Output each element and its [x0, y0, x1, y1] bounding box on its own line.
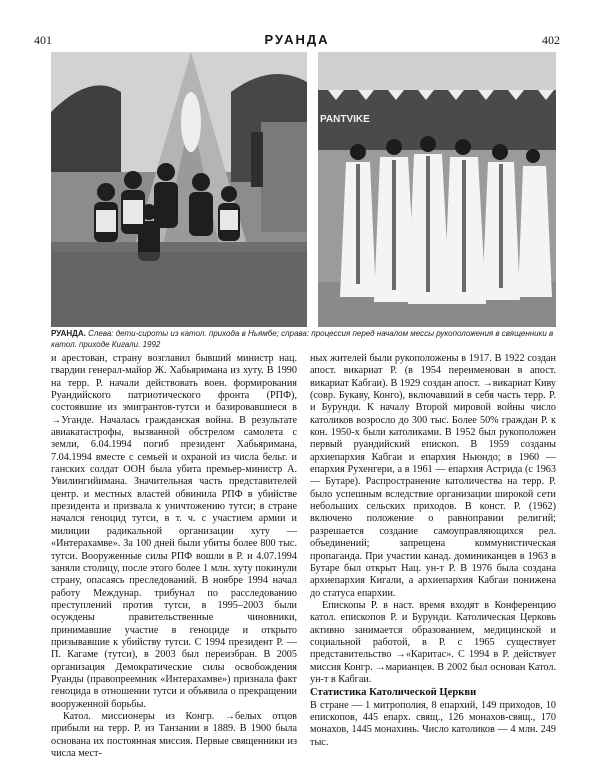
- sign-text: PANTVIKE: [320, 114, 370, 125]
- running-title: РУАНДА: [264, 32, 330, 47]
- statistics-heading: Статистика Католической Церкви: [310, 687, 477, 699]
- photo-ordination-procession-illustration: [318, 52, 556, 327]
- right-paragraph-2: Епископы Р. в наст. время входят в Конференцию катол. епископов Р. и Бурунди. Католическая Церковь активно занимается образованием, медицинской и социальной работой, в Р. с 1965 существует представительство →«Каритас». С 1994 в Р. действует миссия Конгр. →марианцев. В 2002 был основан Катол. ун-т в Кабгаи.: [310, 599, 556, 685]
- left-paragraph-1: и арестован, страну возглавил бывший министр нац. гвардии генерал-майор Ж. Хабьяримана из хуту. В 1990 на терр. Р. начали действовать воен. формирования Руандийского патриотического фронта (РПФ), состоявшие из эмигрантов-тутси и базировавшиеся в →Уганде. Началась гражданская война. В результате авиакатастрофы, вызванной обстрелом самолета с земли, 6.04.1994 погиб президент Хабьяримана, 7.04.1994 вместе с семьей и охраной из числа бельг. и ганских солдат ООН была убита премьер-министр А. Увилингийимана. Значительная часть представителей центр. и местных властей обвинила РПФ в убийстве президента и призвала к уничтожению тутси; в стране начался геноцид тутси, в т. ч. с участием армии и милиции радикальной организации хуту — «Интерахамве». За 100 дней были убиты более 800 тыс. тутси. Вооруженные силы РПФ вошли в Р. и 4.07.1994 заняли столицу, после этого более 1 млн. хуту покинули страну, опасаясь преследований. В ноябре 1994 начал работу Междунар. трибунал по расследованию преступлений против тутси, в 1995–2003 были осуждены правительственные чиновники, принимавшие участие в геноциде и открыто призывавшие к убийству тутси. С 1994 президент Р. — П. Кагаме (тутси), в 2003 был переизбран. В 2005 организация Демократические силы освобождения Руанды (правопреемник «Интерахамве») признала факт геноцида в отношении тутси и объявила о прекращении вооруженной борьбы.: [51, 353, 297, 710]
- left-column: [51, 353, 297, 760]
- photo-caption: [51, 329, 556, 350]
- right-paragraph-1: ных жителей были рукоположены в 1917. В 1922 создан апост. викариат Р. (в 1954 переименован в апост. викариат Кабгаи). В 1929 создан апост. →викариат Киву (совр. Букаву, Конго), включавший в себя часть терр. Р. и Бурунди. К началу Второй мировой войны число католиков возросло до 300 тыс. Более 50% граждан Р. к кон. 1950-х были католиками. В 1952 был рукоположен первый руандийский епископ. В 1959 созданы архиепархия Кабгаи и епархия Ньюндо; в 1960 — епархия Рухенгери, а в 1961 — епархия Астрида (с 1963 — Бутаре). Распространение католичества на терр. Р. было успешным вследствие организации широкой сети небольших сельских приходов. В конст. Р. (1962) включено положение о равноправии религий; разрешается создание самоуправляющихся рел. объединений; запрещена коммунистическая пропаганда. При участии канад. доминиканцев в 1963 в Бутаре был открыт Нац. ун-т Р. В 1976 была создана архиепархия Кигали, а архиепархия Кабгаи понижена до статуса епархии.: [310, 353, 556, 599]
- photo-orphan-children-illustration: [51, 52, 307, 327]
- photo-ordination-procession: [318, 52, 556, 327]
- caption-label: РУАНДА.: [51, 329, 86, 338]
- photo-orphan-children: [51, 52, 307, 327]
- left-paragraph-2: Катол. миссионеры из Конгр. →белых отцов прибыли на терр. Р. из Танзании в 1889. В 1900 была основана их постоянная миссия. Первые священники из числа мест-: [51, 710, 297, 759]
- right-column: [310, 353, 556, 749]
- page-number-left: 401: [34, 33, 52, 47]
- page-header: [34, 33, 560, 47]
- statistics-paragraph: В стране — 1 митрополия, 8 епархий, 149 приходов, 10 епископов, 445 епарх. свящ., 126 монахов-свящ., 170 монахов, 1445 монахинь. Число католиков — 4 млн. 249 тыс.: [310, 699, 556, 748]
- caption-text: Слева: дети-сироты из катол. прихода в Ньямбе; справа: процессия перед началом мессы рукоположения в священники в катол. приходе Кигали. 1992: [51, 329, 554, 349]
- page-number-right: 402: [542, 33, 560, 47]
